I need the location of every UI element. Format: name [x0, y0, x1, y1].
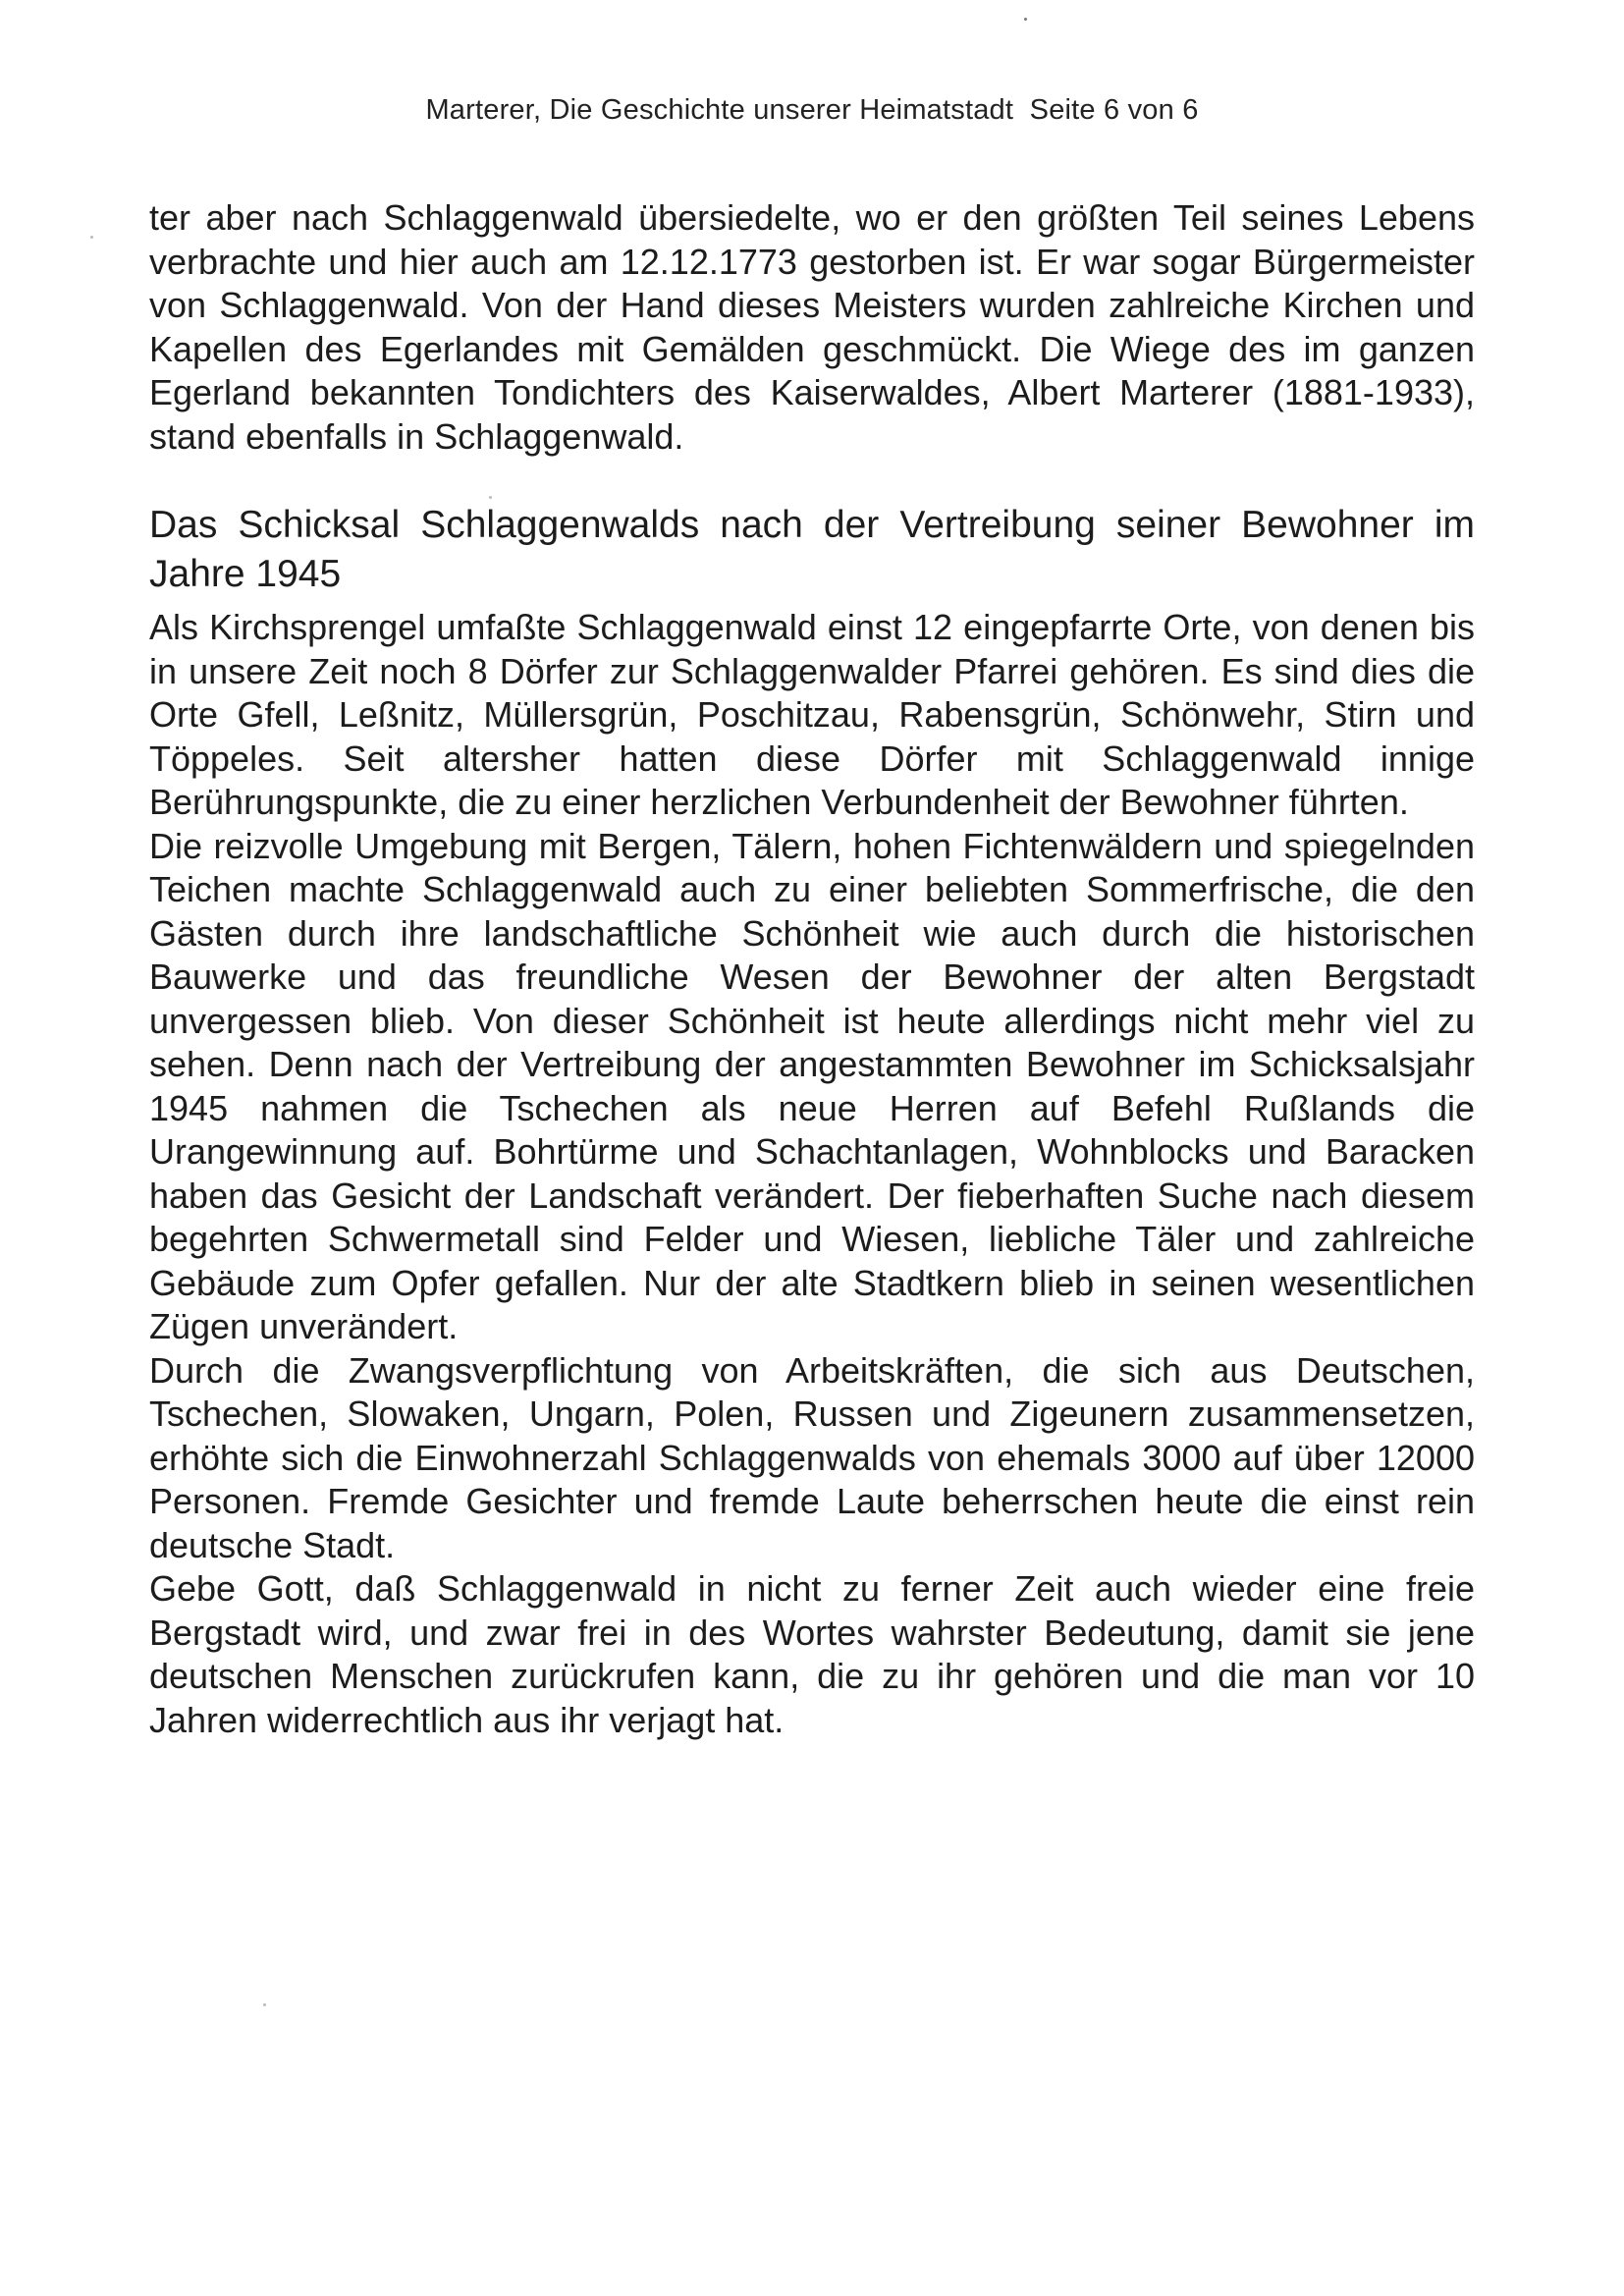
section-paragraph-4: Gebe Gott, daß Schlaggenwald in nicht zu ferner Zeit auch wieder eine freie Bergstadt wird, und zwar frei in des Wortes wahrster Bedeutung, damit sie jene deutschen Menschen zurückrufen kann, die zu ihr gehören und die man vor 10 Jahren widerrechtlich aus ihr verjagt hat. — [149, 1568, 1475, 1740]
section-paragraph-2: Die reizvolle Umgebung mit Bergen, Tälern, hohen Fichtenwäldern und spiegelnden Teichen machte Schlaggenwald auch zu einer beliebten Sommerfrische, die den Gästen durch ihre landschaftliche Schönheit wie auch durch die historischen Bauwerke und das freundliche Wesen der Bewohner der alten Bergstadt unvergessen blieb. Von dieser Schönheit ist heute allerdings nicht mehr viel zu sehen. Denn nach der Vertreibung der angestammten Bewohner im Schicksalsjahr 1945 nahmen die Tschechen als neue Herren auf Befehl Rußlands die Urangewinnung auf. Bohrtürme und Schachtanlagen, Wohnblocks und Baracken haben das Gesicht der Landschaft verändert. Der fieberhaften Suche nach diesem begehrten Schwermetall sind Felder und Wiesen, liebliche Täler und zahlreiche Gebäude zum Opfer gefallen. Nur der alte Stadtkern blieb in seinen wesentlichen Zügen unverändert. — [149, 825, 1475, 1346]
section-heading: Das Schicksal Schlaggenwalds nach der Vertreibung seiner Bewohner im Jahre 1945 — [149, 504, 1475, 595]
section-paragraph-1: Als Kirchsprengel umfaßte Schlaggenwald einst 12 eingepfarrte Orte, von denen bis in unsere Zeit noch 8 Dörfer zur Schlaggenwalder Pfarrei gehören. Es sind dies die Orte Gfell, Leßnitz, Müllersgrün, Poschitzau, Rabensgrün, Schönwehr, Stirn und Töppeles. Seit altersher hatten diese Dörfer mit Schlaggenwald innige Berührungspunkte, die zu einer herzlichen Verbundenheit der Bewohner führten. — [149, 607, 1475, 822]
section-body — [149, 606, 1475, 1742]
section-paragraph-3: Durch die Zwangsverpflichtung von Arbeitskräften, die sich aus Deutschen, Tschechen, Slowaken, Ungarn, Polen, Russen und Zigeunern zusammensetzen, erhöhte sich die Einwohnerzahl Schlaggenwalds von ehemals 3000 auf über 12000 Personen. Fremde Gesichter und fremde Laute beherrschen heute die einst rein deutsche Stadt. — [149, 1349, 1475, 1565]
running-header — [0, 94, 1624, 127]
scan-speck — [489, 496, 492, 499]
running-title: Marterer, Die Geschichte unserer Heimatstadt — [425, 94, 1014, 126]
continued-paragraph-block — [149, 196, 1475, 459]
continued-paragraph: ter aber nach Schlaggenwald übersiedelte, wo er den größten Teil seines Lebens verbrachte und hier auch am 12.12.1773 gestorben ist. Er war sogar Bürgermeister von Schlaggenwald. Von der Hand dieses Meisters wurden zahlreiche Kirchen und Kapellen des Egerlandes mit Gemälden geschmückt. Die Wiege des im ganzen Egerland bekannten Tondichters des Kaiserwaldes, Albert Marterer (1881-1933), stand ebenfalls in Schlaggenwald. — [149, 197, 1475, 457]
page-number: Seite 6 von 6 — [1029, 94, 1199, 126]
scan-speck — [263, 2003, 266, 2006]
scan-speck — [90, 236, 93, 239]
scan-speck — [1024, 18, 1027, 21]
